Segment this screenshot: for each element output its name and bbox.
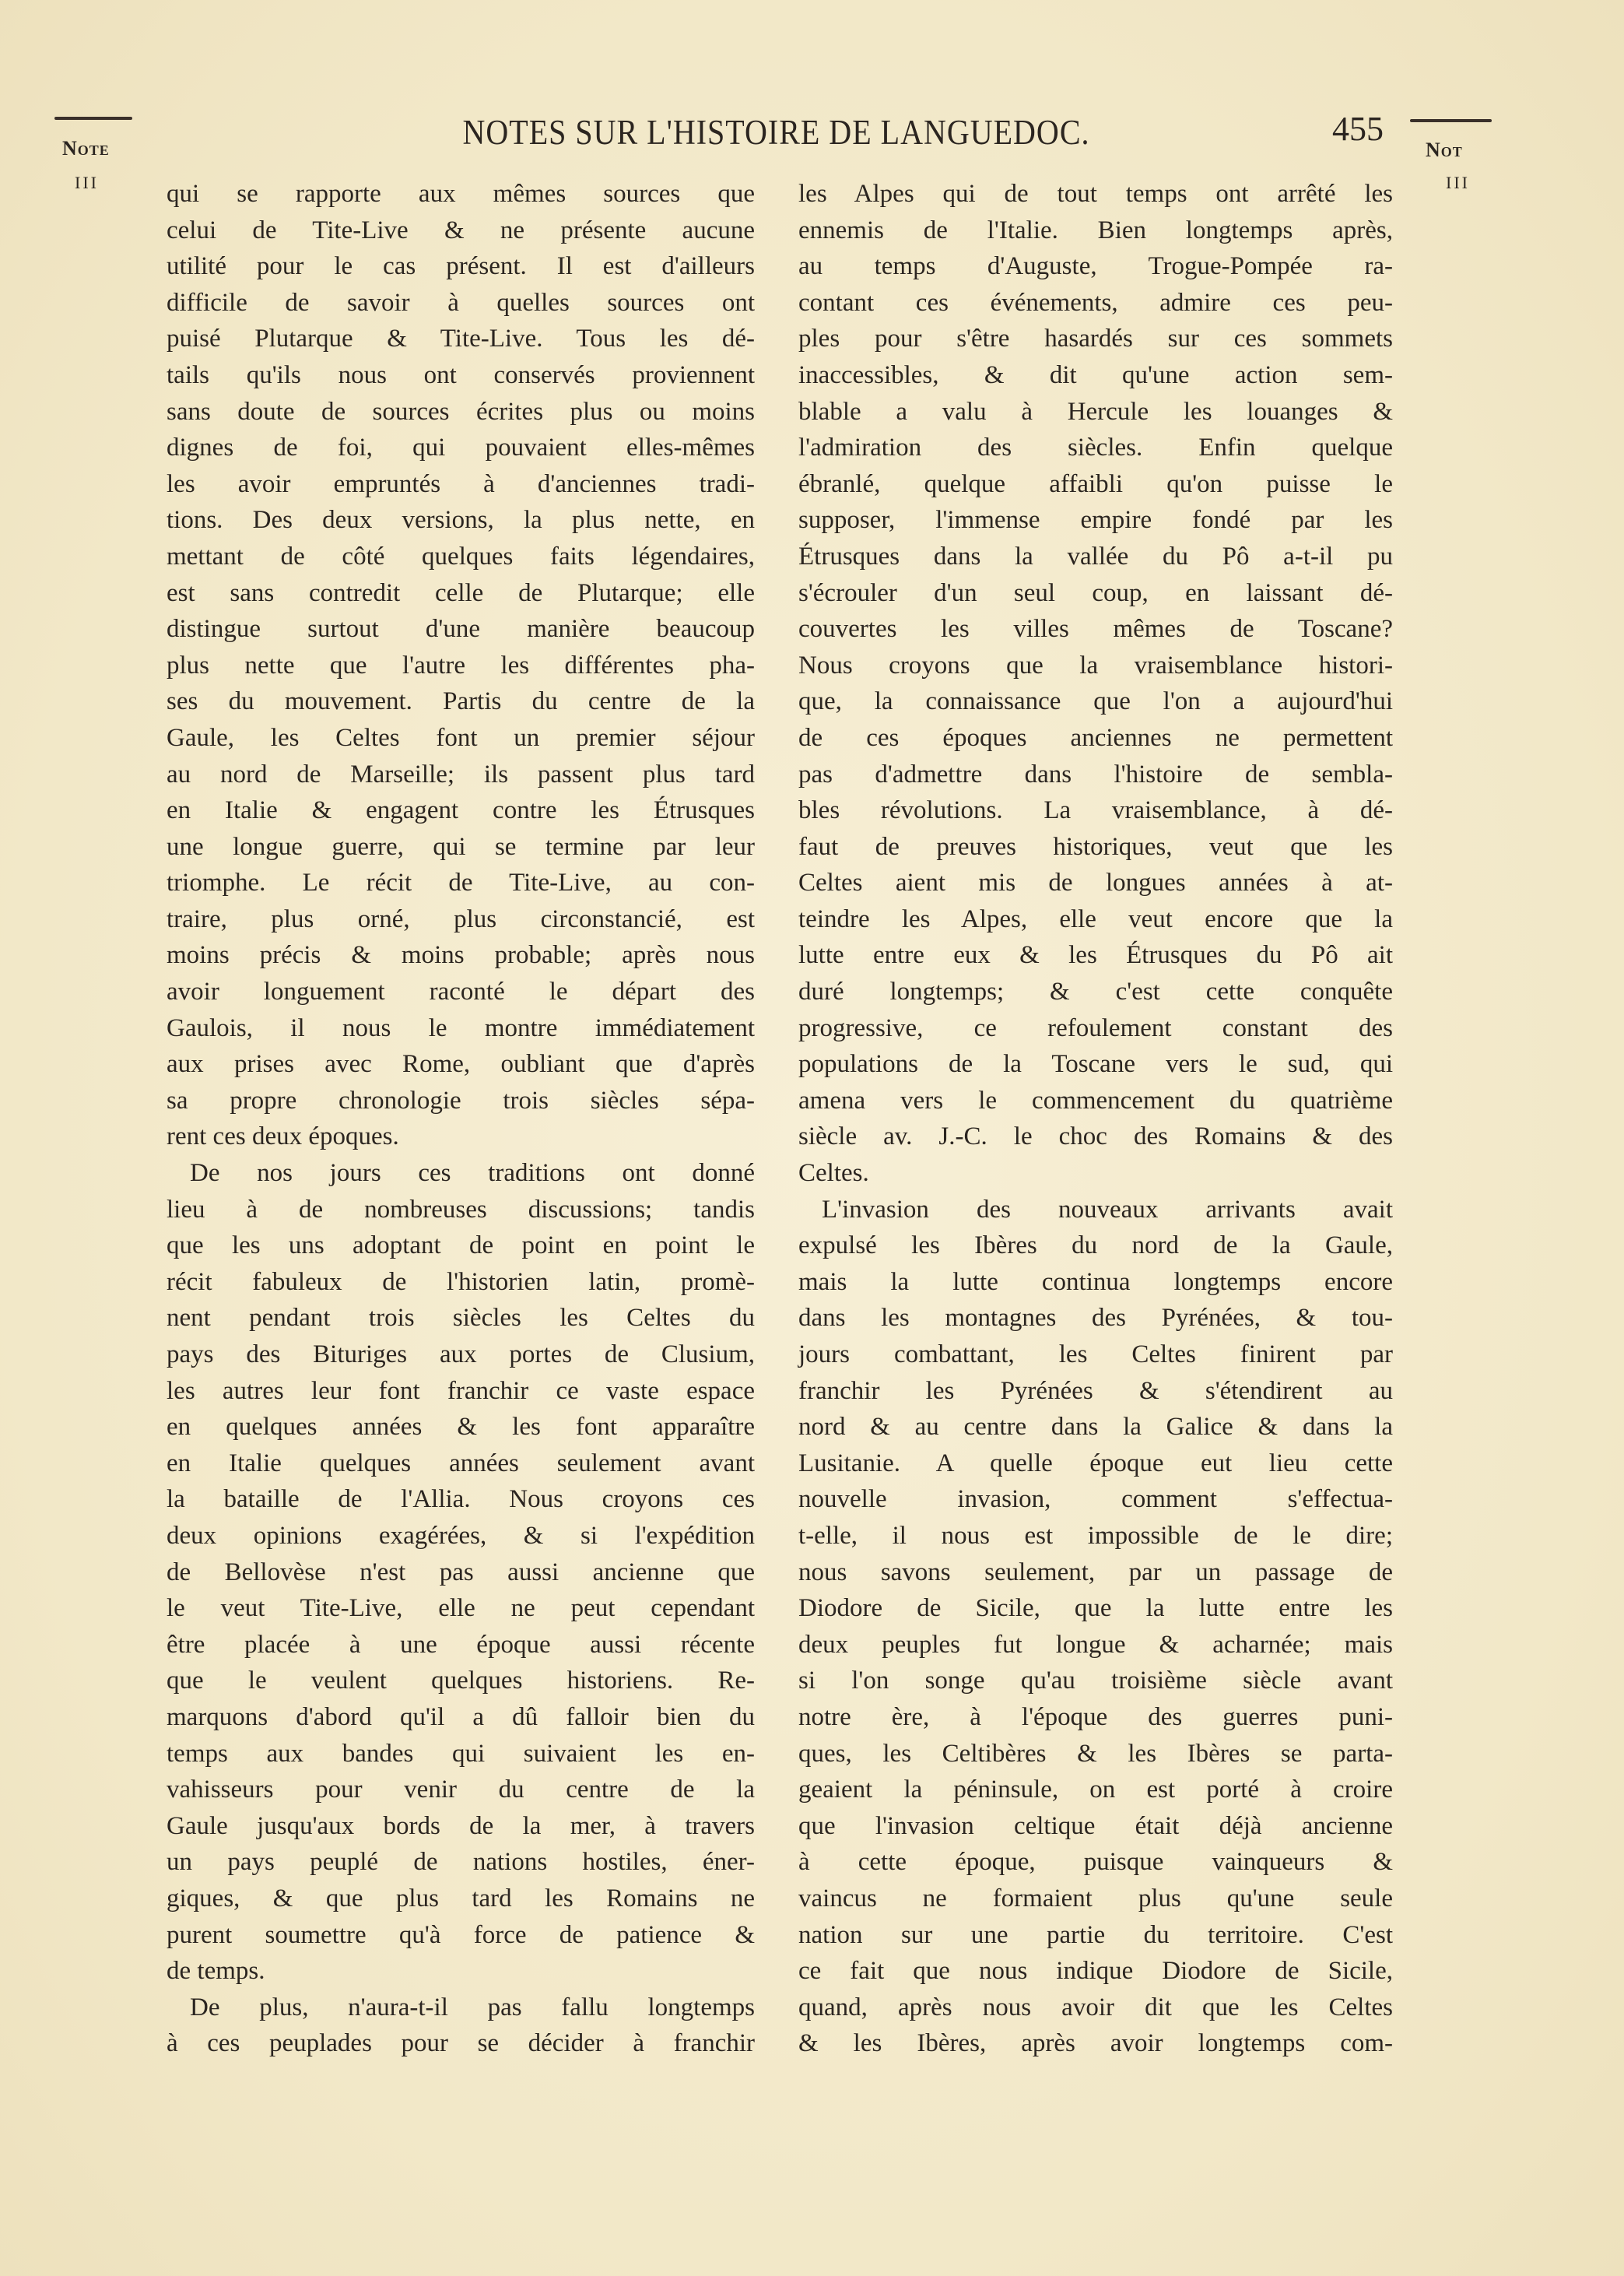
text-line: Celtes.	[798, 1159, 869, 1188]
text-line: à cette époque, puisque vainqueurs &	[798, 1848, 1393, 1877]
text-line: s'écrouler d'un seul coup, en laissant dé-	[798, 578, 1393, 607]
margin-number-left: III	[75, 173, 99, 192]
text-line: les avoir empruntés à d'anciennes tradi-	[167, 469, 755, 498]
text-line: dignes de foi, qui pouvaient elles-mêmes	[167, 434, 755, 462]
text-line: que, la connaissance que l'on a aujourd'hui	[798, 687, 1393, 716]
text-line: progressive, ce refoulement constant des	[798, 1013, 1393, 1042]
text-line: De nos jours ces traditions ont donné	[190, 1159, 755, 1188]
text-line: vahisseurs pour venir du centre de la	[167, 1775, 755, 1804]
text-line: jours combattant, les Celtes finirent par	[798, 1340, 1393, 1368]
text-line: avoir longuement raconté le départ des	[167, 978, 755, 1006]
text-line: que l'invasion celtique était déjà ancienne	[798, 1811, 1393, 1840]
text-line: L'invasion des nouveaux arrivants avait	[822, 1195, 1393, 1224]
text-line: blable a valu à Hercule les louanges &	[798, 397, 1393, 426]
text-line: populations de la Toscane vers le sud, qui	[798, 1050, 1393, 1079]
margin-number-right: III	[1446, 173, 1470, 192]
text-line: vaincus ne formaient plus qu'une seule	[798, 1884, 1393, 1912]
text-line: teindre les Alpes, elle veut encore que la	[798, 904, 1393, 933]
text-line: que le veulent quelques historiens. Re-	[167, 1667, 755, 1695]
text-line: expulsé les Ibères du nord de la Gaule,	[798, 1231, 1393, 1260]
text-line: en Italie & engagent contre les Étrusques	[167, 796, 755, 825]
text-line: nent pendant trois siècles les Celtes du	[167, 1304, 755, 1333]
text-line: distingue surtout d'une manière beaucoup	[167, 615, 755, 644]
text-line: deux opinions exagérées, & si l'expédition	[167, 1521, 755, 1550]
text-line: contant ces événements, admire ces peu-	[798, 288, 1393, 317]
text-line: ébranlé, quelque affaibli qu'on puisse le	[798, 469, 1393, 498]
text-line: plus nette que l'autre les différentes pha-	[167, 651, 755, 680]
text-line: difficile de savoir à quelles sources ont	[167, 288, 755, 317]
text-line: Étrusques dans la vallée du Pô a-t-il pu	[798, 542, 1393, 571]
text-line: nation sur une partie du territoire. C'est	[798, 1920, 1393, 1949]
text-line: au temps d'Auguste, Trogue-Pompée ra-	[798, 252, 1393, 281]
text-line: en Italie quelques années seulement avant	[167, 1449, 755, 1477]
text-line: lieu à de nombreuses discussions; tandis	[167, 1195, 755, 1224]
margin-note-right: Not	[1426, 139, 1463, 161]
text-line: si l'on songe qu'au troisième siècle avant	[798, 1667, 1393, 1695]
text-line: duré longtemps; & c'est cette conquête	[798, 978, 1393, 1006]
text-line: siècle av. J.-C. le choc des Romains & des	[798, 1122, 1393, 1151]
text-line: Lusitanie. A quelle époque eut lieu cette	[798, 1449, 1393, 1477]
text-line: qui se rapporte aux mêmes sources que	[167, 180, 755, 208]
text-line: les autres leur font franchir ce vaste espace	[167, 1376, 755, 1405]
text-line: traire, plus orné, plus circonstancié, est	[167, 904, 755, 933]
text-line: récit fabuleux de l'historien latin, promè-	[167, 1267, 755, 1296]
text-line: être placée à une époque aussi récente	[167, 1630, 755, 1659]
text-line: aux prises avec Rome, oubliant que d'après	[167, 1050, 755, 1079]
text-line: rent ces deux époques.	[167, 1122, 399, 1151]
text-line: inaccessibles, & dit qu'une action sem-	[798, 360, 1393, 389]
text-line: ques, les Celtibères & les Ibères se parta-	[798, 1739, 1393, 1768]
text-line: de ces époques anciennes ne permettent	[798, 723, 1393, 752]
text-line: quand, après nous avoir dit que les Celtes	[798, 1993, 1393, 2021]
text-line: le veut Tite-Live, elle ne peut cependant	[167, 1594, 755, 1623]
text-line: triomphe. Le récit de Tite-Live, au con-	[167, 869, 755, 897]
text-line: bles révolutions. La vraisemblance, à dé-	[798, 796, 1393, 825]
text-line: nord & au centre dans la Galice & dans la	[798, 1413, 1393, 1442]
page-number: 455	[1332, 110, 1384, 148]
text-line: ses du mouvement. Partis du centre de la	[167, 687, 755, 716]
text-line: couvertes les villes mêmes de Toscane?	[798, 615, 1393, 644]
text-line: une longue guerre, qui se termine par leur	[167, 832, 755, 861]
text-line: supposer, l'immense empire fondé par les	[798, 506, 1393, 535]
text-line: les Alpes qui de tout temps ont arrêté les	[798, 180, 1393, 208]
text-line: nouvelle invasion, comment s'effectua-	[798, 1485, 1393, 1514]
text-line: t-elle, il nous est impossible de le dire;	[798, 1521, 1393, 1550]
text-line: dans les montagnes des Pyrénées, & tou-	[798, 1304, 1393, 1333]
text-line: ce fait que nous indique Diodore de Sicile,	[798, 1957, 1393, 1986]
text-line: lutte entre eux & les Étrusques du Pô ait	[798, 941, 1393, 970]
text-line: ennemis de l'Italie. Bien longtemps après,	[798, 216, 1393, 244]
text-line: Gaule jusqu'aux bords de la mer, à travers	[167, 1811, 755, 1840]
text-line: deux peuples fut longue & acharnée; mais	[798, 1630, 1393, 1659]
text-line: tails qu'ils nous ont conservés proviennent	[167, 360, 755, 389]
text-line: pays des Bituriges aux portes de Clusium,	[167, 1340, 755, 1368]
text-line: utilité pour le cas présent. Il est d'ailleurs	[167, 252, 755, 281]
text-line: puisé Plutarque & Tite-Live. Tous les dé-	[167, 325, 755, 353]
text-line: Gaule, les Celtes font un premier séjour	[167, 723, 755, 752]
text-line: purent soumettre qu'à force de patience &	[167, 1920, 755, 1949]
text-line: moins précis & moins probable; après nous	[167, 941, 755, 970]
text-line: au nord de Marseille; ils passent plus tard	[167, 760, 755, 789]
text-line: Celtes aient mis de longues années à at-	[798, 869, 1393, 897]
text-line: que les uns adoptant de point en point le	[167, 1231, 755, 1260]
text-line: faut de preuves historiques, veut que les	[798, 832, 1393, 861]
text-line: la bataille de l'Allia. Nous croyons ces	[167, 1485, 755, 1514]
text-line: de Bellovèse n'est pas aussi ancienne que	[167, 1558, 755, 1586]
text-line: en quelques années & les font apparaître	[167, 1413, 755, 1442]
text-line: Diodore de Sicile, que la lutte entre les	[798, 1594, 1393, 1623]
text-line: un pays peuplé de nations hostiles, éner-	[167, 1848, 755, 1877]
left-text-column	[167, 176, 755, 2062]
text-line: nous savons seulement, par un passage de	[798, 1558, 1393, 1586]
margin-note-left: Note	[62, 137, 110, 160]
text-line: & les Ibères, après avoir longtemps com-	[798, 2029, 1393, 2058]
text-line: pas d'admettre dans l'histoire de sembla-	[798, 760, 1393, 789]
text-line: mettant de côté quelques faits légendaires,	[167, 542, 755, 571]
text-line: celui de Tite-Live & ne présente aucune	[167, 216, 755, 244]
text-line: de temps.	[167, 1957, 265, 1986]
text-line: est sans contredit celle de Plutarque; elle	[167, 578, 755, 607]
text-line: mais la lutte continua longtemps encore	[798, 1267, 1393, 1296]
text-line: sa propre chronologie trois siècles sépa-	[167, 1086, 755, 1115]
text-line: Gaulois, il nous le montre immédiatement	[167, 1013, 755, 1042]
text-line: giques, & que plus tard les Romains ne	[167, 1884, 755, 1912]
text-line: ples pour s'être hasardés sur ces sommets	[798, 325, 1393, 353]
text-line: l'admiration des siècles. Enfin quelque	[798, 434, 1393, 462]
text-line: sans doute de sources écrites plus ou moins	[167, 397, 755, 426]
text-line: geaient la péninsule, on est porté à croire	[798, 1775, 1393, 1804]
text-line: notre ère, à l'époque des guerres puni-	[798, 1702, 1393, 1731]
right-text-column	[798, 176, 1393, 2062]
text-line: De plus, n'aura-t-il pas fallu longtemps	[190, 1993, 755, 2021]
text-line: tions. Des deux versions, la plus nette, en	[167, 506, 755, 535]
text-line: Nous croyons que la vraisemblance histori-	[798, 651, 1393, 680]
text-line: franchir les Pyrénées & s'étendirent au	[798, 1376, 1393, 1405]
running-title: NOTES SUR L'HISTOIRE DE LANGUEDOC.	[462, 111, 1090, 153]
text-line: marquons d'abord qu'il a dû falloir bien du	[167, 1702, 755, 1731]
text-line: temps aux bandes qui suivaient les en-	[167, 1739, 755, 1768]
text-line: amena vers le commencement du quatrième	[798, 1086, 1393, 1115]
text-line: à ces peuplades pour se décider à franchir	[167, 2029, 755, 2058]
